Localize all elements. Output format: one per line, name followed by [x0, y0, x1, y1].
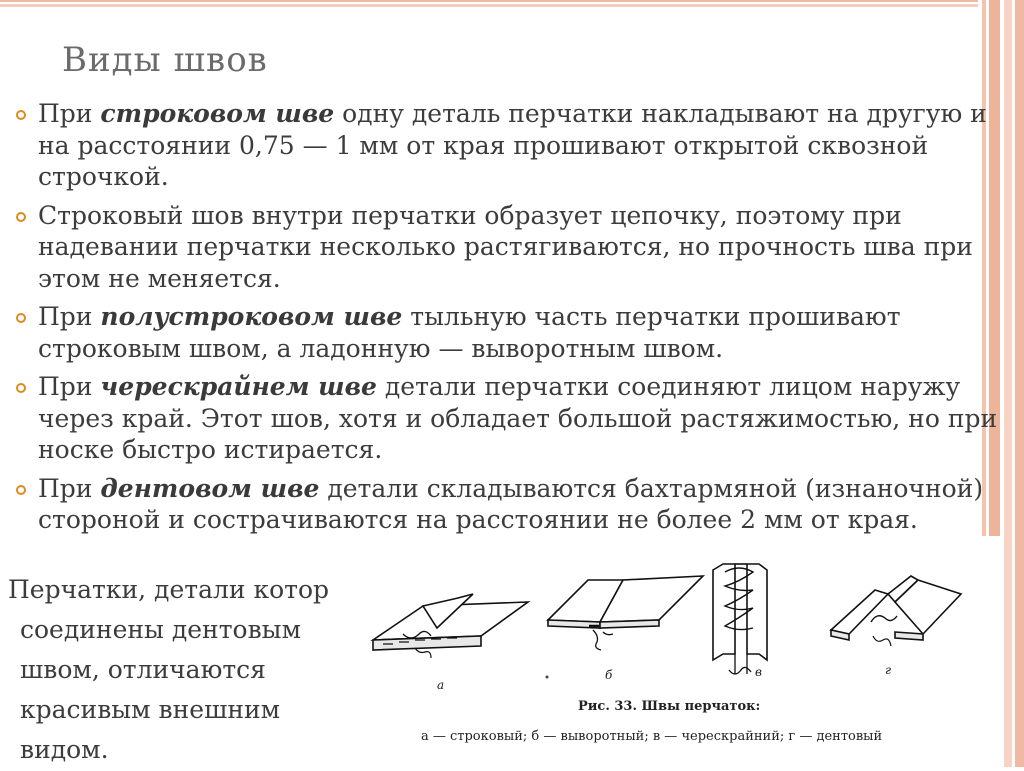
figure-title: Рис. 33. Швы перчаток: — [578, 699, 761, 714]
fig-label-a: а — [437, 678, 445, 692]
fig-label-v: в — [755, 665, 762, 679]
top-border — [0, 0, 1024, 7]
seams-figure — [363, 536, 1003, 767]
seams-illustration — [363, 536, 1003, 767]
term: строковом шве — [100, 99, 335, 128]
side-caption: Перчатки, детали котор соединены дентовым швом, отличаются красивым внешним видом. — [8, 575, 330, 764]
bullet-item: При дентовом шве детали складываются бахтармяной (изнаночной) стороной и сострачиваются на расстоянии не более 2 мм от края. — [12, 473, 1012, 536]
bullet-item: При полустроковом шве тыльную часть перчатки прошивают строковым швом, а ладонную — выворотным швом. — [12, 301, 1012, 364]
speck — [546, 676, 549, 679]
bullet-item: При черескрайнем шве детали перчатки соединяют лицом наружу через край. Этот шов, хотя и обладает большой растяжимостью, но при носке быстро истирается. — [12, 371, 1012, 466]
seam-v-drawing — [713, 564, 767, 674]
bullet-item: Строковый шов внутри перчатки образует цепочку, поэтому при надевании перчатки несколько растягиваются, но прочность шва при этом не меняется. — [12, 200, 1012, 295]
figure-legend: а — строковый; б — выворотный; в — черескрайний; г — дентовый — [421, 729, 883, 744]
term: полустроковом шве — [100, 302, 403, 331]
term: дентовом шве — [100, 473, 320, 503]
bullet-icon — [16, 313, 26, 323]
fig-label-g: г — [885, 663, 892, 677]
bullet-item: При строковом шве одну деталь перчатки накладывают на другую и на расстоянии 0,75 — 1 мм от края прошивают открытой сквозной строчкой. — [12, 98, 1012, 193]
bullet-icon — [16, 110, 26, 120]
bullet-icon — [16, 485, 26, 495]
term: черескрайнем шве — [100, 372, 377, 401]
bullet-list — [12, 98, 1012, 543]
bullet-icon — [16, 212, 26, 222]
bullet-icon — [16, 383, 26, 393]
fig-label-b: б — [605, 668, 613, 682]
seam-a-drawing — [373, 594, 528, 658]
slide-title: Виды швов — [62, 40, 268, 80]
seam-b-drawing — [548, 576, 703, 650]
seam-g-drawing — [831, 576, 961, 646]
